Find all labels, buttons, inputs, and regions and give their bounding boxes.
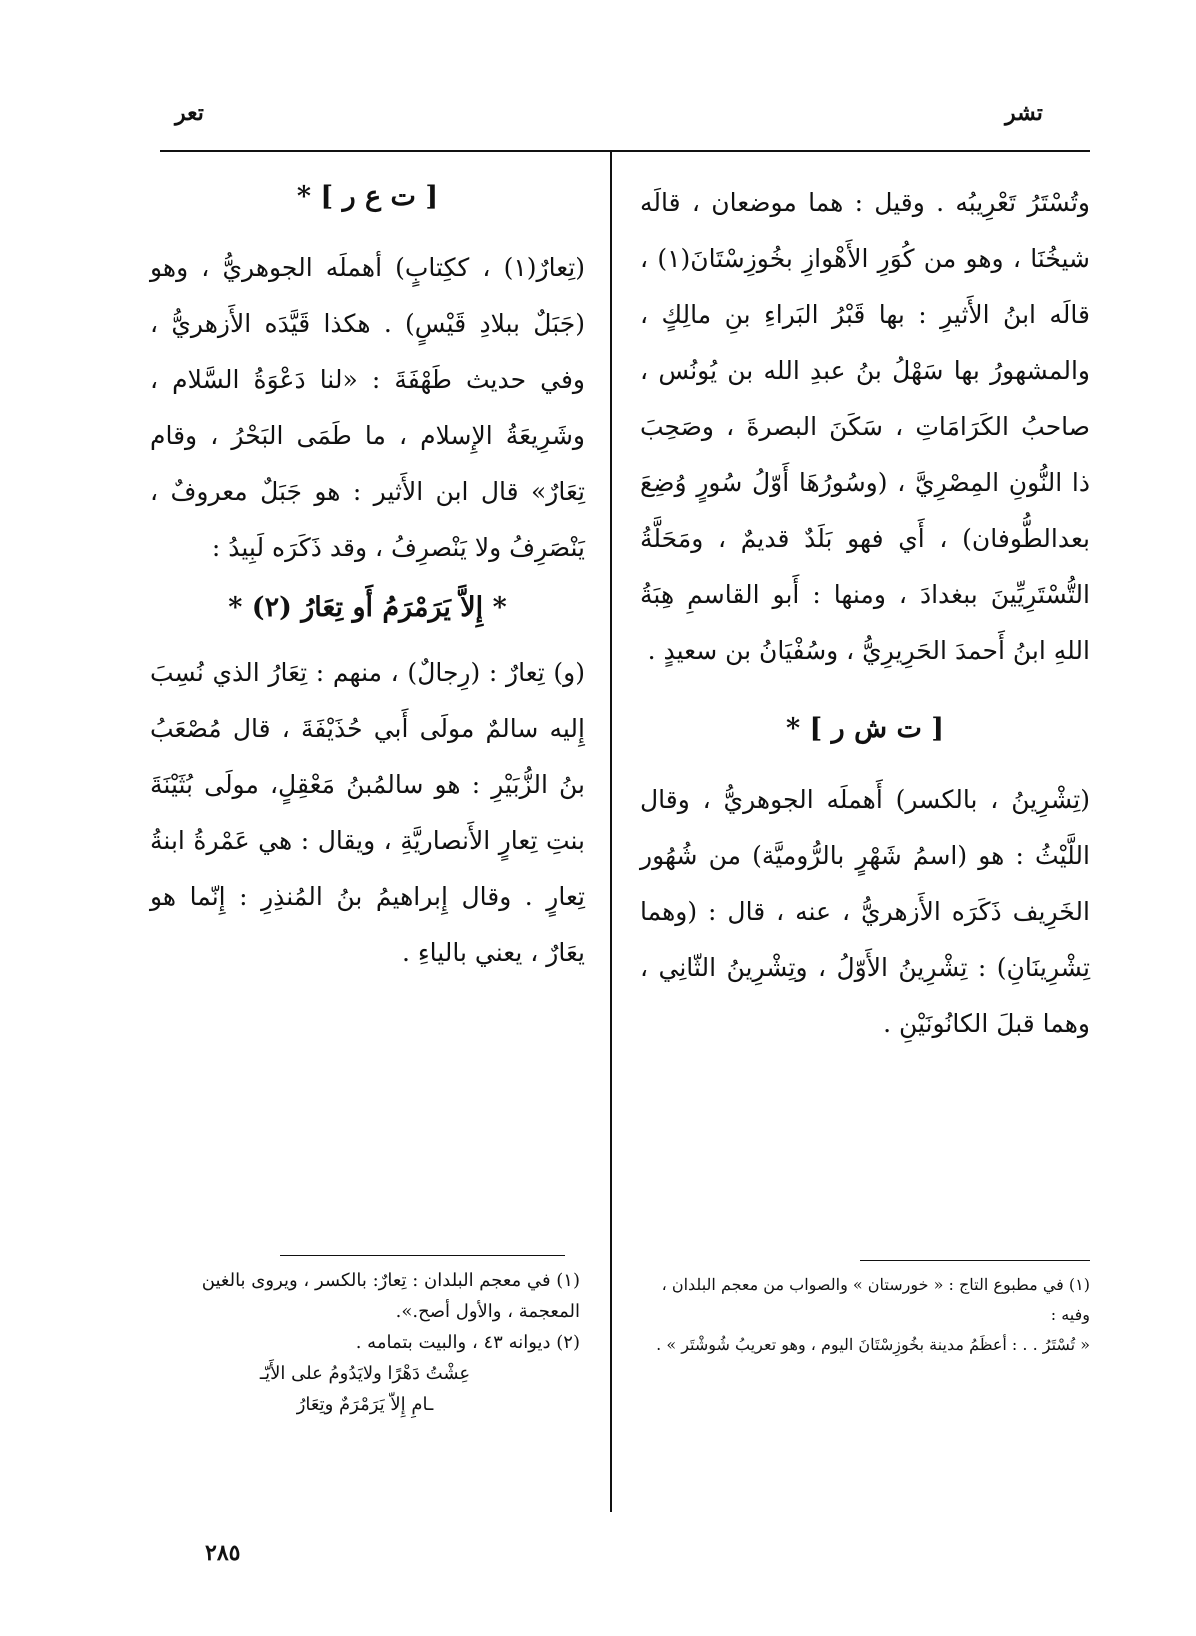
footnote-1: (١) في معجم البلدان : تِعارٌ: بالكسر ، ويروى بالغين المعجمة ، والأول أصح.».	[201, 1270, 580, 1322]
footnote-rule-left	[280, 1255, 565, 1256]
entry-text-taar: (تِعارٌ(١) ، ككِتابٍ) أهملَه الجوهريُّ ، وهو (جَبَلٌ ببلادِ قَيْسٍ) . هكذا قَيَّدَه الأَزهريُّ ، وفي حديث طَهْفَةَ : «لنا دَعْوَةُ السَّلام ، وشَرِيعَةُ الإِسلام ، ما طَمَى البَحْرُ ، وقام تِعَارٌ» قال ابن الأَثير : هو جَبَلٌ معروفٌ ، يَنْصَرِفُ ولا يَنْصرِفُ ، وقد ذَكَرَه لَبِيدُ :	[150, 253, 585, 562]
entry-heading-tashr: [ ت ش ر ] *	[785, 713, 945, 744]
entry-text-taar-men: (و) تِعارٌ : (رِجالٌ) ، منهم : تِعَارُ الذي نُسِبَ إِليه سالمٌ مولَى أَبي حُذَيْفَةَ ، قال مُصْعَبُ بنُ الزُّبَيْرِ : هو سالمُبنُ مَعْقِلٍ، مولَى بُثَيْنَةَ بنتِ تِعارٍ الأَنصاريَّةِ ، ويقال : هي عَمْرةُ ابنةُ تِعارٍ . وقال إِبراهيمُ بنُ المُنذِرِ : إِنّما هو يعَارٌ ، يعني بالياءِ .	[150, 658, 585, 967]
footnotes-right	[640, 1270, 1090, 1360]
footnote-verse-line: ـامِ إِلاّ يَرَمْرَمٌ وتِعَارُ	[296, 1394, 434, 1415]
footnote-rule-right	[860, 1260, 1090, 1261]
right-guide-word: تشر	[1005, 100, 1043, 126]
footnote-1: (١) في مطبوع التاج : « خورستان » والصواب من معجم البلدان ، وفيه :	[661, 1275, 1090, 1324]
header-rule	[160, 150, 1090, 152]
entry-text-tishrin: (تِشْرِينُ ، بالكسر) أَهملَه الجوهريُّ ، وقال اللَّيْثُ : هو (اسمُ شَهْرٍ بالرُّوميَّة) من شُهُور الخَرِيف ذَكَرَه الأَزهريُّ ، عنه ، قال : (وهما تِشْرِينَانِ) : تِشْرِينُ الأَوّلُ ، وتِشْرِينُ الثّانِي ، وهما قبلَ الكانُونَيْنِ .	[640, 785, 1090, 1038]
left-guide-word: تعر	[175, 100, 204, 126]
entry-heading-taar: [ ت ع ر ] *	[296, 181, 439, 212]
footnote-verse-line: عِشْتُ دَهْرًا ولايَدُومُ على الأَيّـ	[259, 1363, 471, 1384]
poetry-verse: * إِلاَّ يَرَمْرَمُ أَو تِعَارُ (٢) *	[228, 592, 507, 623]
footnotes-left	[150, 1265, 580, 1420]
entry-text-tustar: وتُسْتَرُ تَعْرِيبُه . وقيل : هما موضعان ، قالَه شيخُنَا ، وهو من كُوَرِ الأَهْوازِ بخُوزِسْتَانَ(١) ، قالَه ابنُ الأَثيرِ : بها قَبْرُ البَراءِ بنِ مالِكٍ ، والمشهورُ بها سَهْلُ بنُ عبدِ الله بن يُونُس ، صاحبُ الكَرَامَاتِ ، سَكَنَ البصرةَ ، وصَحِبَ ذا النُّونِ المِصْرِيَّ ، (وسُورُهَا أَوّلُ سُورٍ وُضِعَ بعدالطُّوفان) ، أَي فهو بَلَدٌ قديمٌ ، ومَحَلَّةُ التُّسْتَرِيِّينَ ببغدادَ ، ومنها : أَبو القاسمِ هِبَةُ اللهِ ابنُ أَحمدَ الحَرِيرِيُّ ، وسُفْيَانُ بن سعيدٍ .	[640, 188, 1090, 665]
footnote-quote: « تُسْتَرُ . . : أعظَمُ مدينة بخُوزِسْتَانَ اليوم ، وهو تعريبُ شُوشْتَر » .	[656, 1335, 1090, 1354]
left-column	[150, 175, 585, 981]
right-column	[640, 175, 1090, 1052]
page-number: ٢٨٥	[205, 1540, 241, 1566]
footnote-2: (٢) ديوانه ٤٣ ، والبيت بتمامه .	[355, 1332, 580, 1353]
column-divider	[610, 152, 612, 1512]
